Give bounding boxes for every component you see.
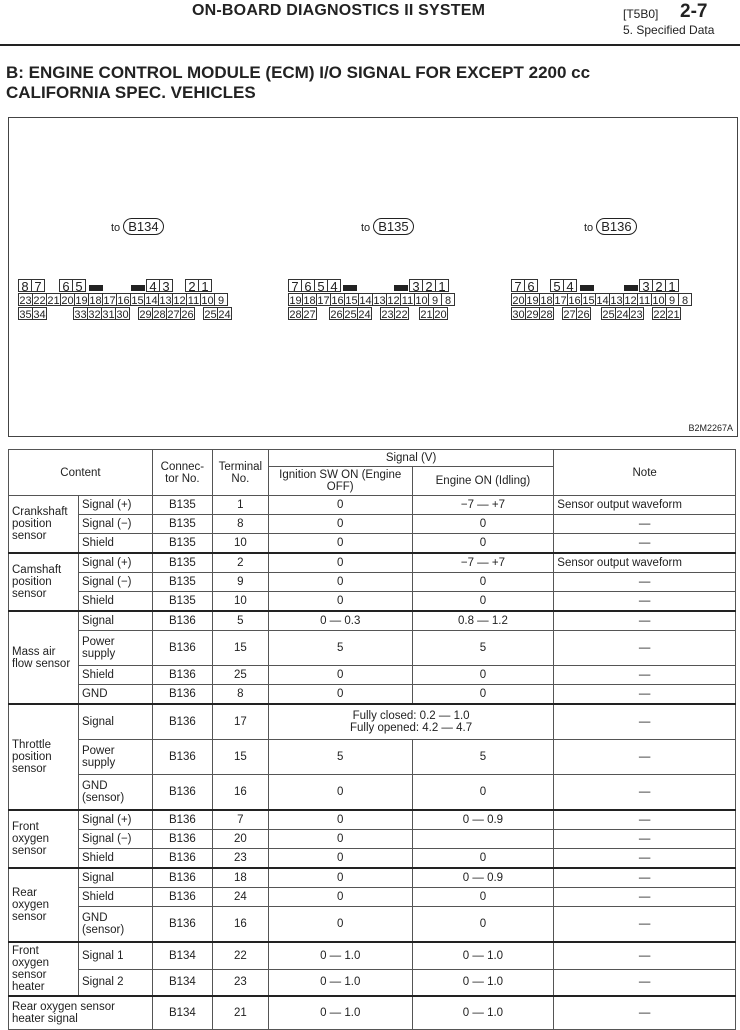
table-row <box>9 907 736 943</box>
ignition-on-value: 5 <box>268 631 412 666</box>
ignition-on-value: 0 <box>268 573 412 592</box>
table-row <box>9 868 736 888</box>
row-item: Signal (−) <box>78 515 152 534</box>
ignition-on-value: 0 — 1.0 <box>268 996 412 1030</box>
ignition-on-value: 0 <box>268 685 412 705</box>
b134-terminal-row-2: 23 22 21 20 19 18 17 16 15 14 13 12 11 10 9 <box>19 293 228 307</box>
group-name: Front oxygen sensor <box>9 810 79 868</box>
engine-on-value: 0 <box>412 907 554 943</box>
terminal-no: 25 <box>212 666 268 685</box>
header-content: Content <box>9 450 153 496</box>
engine-on-value: 0 <box>412 849 554 869</box>
table-row <box>9 888 736 907</box>
note-value: — <box>554 969 736 996</box>
engine-on-value: 0 <box>412 573 554 592</box>
group-name: Throttle position sensor <box>9 704 79 810</box>
table-row <box>9 969 736 996</box>
connector-no: B136 <box>152 830 212 849</box>
header-page-number: 2-7 <box>680 1 708 22</box>
engine-on-value: −7 — +7 <box>412 553 554 573</box>
connector-no: B135 <box>152 553 212 573</box>
terminal-no: 16 <box>212 775 268 811</box>
terminal-no: 17 <box>212 704 268 740</box>
note-value: — <box>554 704 736 740</box>
connector-no: B136 <box>152 888 212 907</box>
group-name: Rear oxygen sensor <box>9 868 79 942</box>
terminal-no: 18 <box>212 868 268 888</box>
note-value: — <box>554 631 736 666</box>
b134-terminal-row-3: 35 34 33 32 31 30 29 28 27 26 25 24 <box>19 309 231 321</box>
connector-no: B135 <box>152 592 212 612</box>
connector-label-b136: to B136 <box>584 218 637 235</box>
terminal-no: 24 <box>212 888 268 907</box>
note-value: — <box>554 666 736 685</box>
table-row <box>9 631 736 666</box>
table-row <box>9 496 736 515</box>
b136-terminal-row-1: 7 6 5 4 3 2 1 <box>512 279 679 293</box>
row-item: Shield <box>78 534 152 554</box>
note-value: — <box>554 907 736 943</box>
group-name: Front oxygen sensor heater <box>9 942 79 996</box>
note-value: — <box>554 996 736 1030</box>
connector-oval-b135: B135 <box>373 218 413 235</box>
table-row <box>9 996 736 1030</box>
table-row <box>9 775 736 811</box>
engine-on-value: 0 <box>412 534 554 554</box>
row-item: Power supply <box>78 740 152 775</box>
b136-terminal-row-2: 20 19 18 17 16 15 14 13 12 11 10 9 8 <box>512 293 692 307</box>
ignition-on-value: 0 <box>268 810 412 830</box>
connector-no: B134 <box>152 996 212 1030</box>
b135-terminal-row-1: 7 6 5 4 3 2 1 <box>289 279 449 293</box>
terminal-no: 5 <box>212 611 268 631</box>
table-row <box>9 810 736 830</box>
header-terminal: Terminal No. <box>212 450 268 496</box>
ignition-on-value: 0 <box>268 775 412 811</box>
row-item: GND <box>78 685 152 705</box>
row-item: Power supply <box>78 631 152 666</box>
terminal-no: 15 <box>212 631 268 666</box>
row-item: Shield <box>78 592 152 612</box>
terminal-no: 8 <box>212 515 268 534</box>
engine-on-value <box>412 830 554 849</box>
terminal-no: 23 <box>212 849 268 869</box>
note-value: — <box>554 534 736 554</box>
ignition-on-value: 0 <box>268 849 412 869</box>
note-value: — <box>554 611 736 631</box>
table-row <box>9 685 736 705</box>
diagram-code: B2M2267A <box>688 423 733 433</box>
row-item: Signal 2 <box>78 969 152 996</box>
engine-on-value: 0 <box>412 775 554 811</box>
connector-no: B136 <box>152 666 212 685</box>
connector-no: B136 <box>152 740 212 775</box>
connector-no: B134 <box>152 969 212 996</box>
group-name: Rear oxygen sensor heater signal <box>9 996 153 1030</box>
table-row <box>9 534 736 554</box>
header-connector: Connec-tor No. <box>152 450 212 496</box>
table-row <box>9 849 736 869</box>
ignition-on-value: 5 <box>268 740 412 775</box>
engine-on-value: 0 <box>412 888 554 907</box>
connector-oval-b134: B134 <box>123 218 163 235</box>
engine-on-value: 0 — 1.0 <box>412 942 554 969</box>
connector-no: B136 <box>152 849 212 869</box>
connector-no: B136 <box>152 704 212 740</box>
row-item: Signal 1 <box>78 942 152 969</box>
connector-no: B135 <box>152 496 212 515</box>
row-item: Signal <box>78 868 152 888</box>
ignition-on-value: 0 <box>268 888 412 907</box>
ignition-on-value: 0 — 0.3 <box>268 611 412 631</box>
row-item: Shield <box>78 888 152 907</box>
table-row <box>9 573 736 592</box>
row-item: Signal (+) <box>78 553 152 573</box>
table-row <box>9 515 736 534</box>
connector-label-b135: to B135 <box>361 218 414 235</box>
note-value: Sensor output waveform <box>554 496 736 515</box>
engine-on-value: 5 <box>412 631 554 666</box>
header-signal: Signal (V) <box>268 450 553 467</box>
ignition-on-value: 0 <box>268 592 412 612</box>
note-value: — <box>554 685 736 705</box>
ignition-on-value: 0 — 1.0 <box>268 969 412 996</box>
terminal-no: 21 <box>212 996 268 1030</box>
row-item: GND (sensor) <box>78 775 152 811</box>
section-title-line-2: CALIFORNIA SPEC. VEHICLES <box>6 83 256 102</box>
row-item: Signal (−) <box>78 830 152 849</box>
row-item: Signal (+) <box>78 810 152 830</box>
connector-no: B134 <box>152 942 212 969</box>
group-name: Crankshaft position sensor <box>9 496 79 554</box>
connector-no: B136 <box>152 631 212 666</box>
connector-no: B135 <box>152 573 212 592</box>
row-item: GND (sensor) <box>78 907 152 943</box>
ignition-on-value: 0 <box>268 496 412 515</box>
row-item: Shield <box>78 849 152 869</box>
note-value: — <box>554 868 736 888</box>
terminal-no: 23 <box>212 969 268 996</box>
table-row <box>9 942 736 969</box>
section-title-line-1: B: ENGINE CONTROL MODULE (ECM) I/O SIGNAL FOR EXCEPT 2200 cc <box>6 63 591 82</box>
note-value: — <box>554 830 736 849</box>
table-row <box>9 553 736 573</box>
group-name: Mass air flow sensor <box>9 611 79 704</box>
ignition-on-value: 0 <box>268 830 412 849</box>
table-row <box>9 740 736 775</box>
ignition-on-value: 0 <box>268 907 412 943</box>
terminal-no: 1 <box>212 496 268 515</box>
terminal-no: 9 <box>212 573 268 592</box>
table-row <box>9 830 736 849</box>
note-value: — <box>554 849 736 869</box>
table-row <box>9 704 736 740</box>
table-row <box>9 611 736 631</box>
engine-on-value: 0 <box>412 685 554 705</box>
engine-on-value: 0 <box>412 666 554 685</box>
terminal-no: 20 <box>212 830 268 849</box>
b134-terminal-row-1: 8 7 6 5 4 3 2 1 <box>19 279 212 293</box>
b135-terminal-row-2: 19 18 17 16 15 14 13 12 11 10 9 8 <box>289 293 455 307</box>
b135-terminal-row-3: 28 27 26 25 24 23 22 21 20 <box>289 309 447 321</box>
note-value: — <box>554 740 736 775</box>
header-subsection: 5. Specified Data <box>623 23 715 37</box>
connector-oval-b136: B136 <box>596 218 636 235</box>
connector-no: B136 <box>152 685 212 705</box>
note-value: — <box>554 888 736 907</box>
b136-terminal-row-3: 30 29 28 27 26 25 24 23 22 21 <box>512 309 680 321</box>
note-value: — <box>554 592 736 612</box>
note-value: — <box>554 515 736 534</box>
note-value: — <box>554 810 736 830</box>
section-title <box>6 63 736 103</box>
connector-no: B136 <box>152 810 212 830</box>
engine-on-value: −7 — +7 <box>412 496 554 515</box>
terminal-no: 16 <box>212 907 268 943</box>
ignition-on-value: 0 <box>268 666 412 685</box>
terminal-no: 10 <box>212 534 268 554</box>
row-item: Shield <box>78 666 152 685</box>
engine-on-value: 0 <box>412 515 554 534</box>
terminal-no: 2 <box>212 553 268 573</box>
header-note: Note <box>554 450 736 496</box>
header-title: ON-BOARD DIAGNOSTICS II SYSTEM <box>192 2 486 19</box>
engine-on-value: 0 — 1.0 <box>412 969 554 996</box>
engine-on-value: 0.8 — 1.2 <box>412 611 554 631</box>
connector-no: B136 <box>152 868 212 888</box>
header-code: [T5B0] <box>623 7 659 21</box>
ignition-on-value: 0 <box>268 534 412 554</box>
table-row <box>9 592 736 612</box>
terminal-no: 8 <box>212 685 268 705</box>
merged-signal: Fully closed: 0.2 — 1.0 Fully opened: 4.2 — 4.7 <box>268 704 553 740</box>
header-engine-on: Engine ON (Idling) <box>412 467 554 496</box>
ecm-signal-table <box>8 449 736 1030</box>
note-value: — <box>554 573 736 592</box>
row-item: Signal (+) <box>78 496 152 515</box>
connector-no: B136 <box>152 611 212 631</box>
engine-on-value: 5 <box>412 740 554 775</box>
engine-on-value: 0 — 1.0 <box>412 996 554 1030</box>
group-name: Camshaft position sensor <box>9 553 79 611</box>
connector-no: B135 <box>152 515 212 534</box>
connector-diagram <box>8 117 738 437</box>
terminal-no: 15 <box>212 740 268 775</box>
header-ignition-on: Ignition SW ON (Engine OFF) <box>268 467 412 496</box>
engine-on-value: 0 <box>412 592 554 612</box>
note-value: — <box>554 775 736 811</box>
connector-no: B136 <box>152 775 212 811</box>
ignition-on-value: 0 — 1.0 <box>268 942 412 969</box>
note-value: Sensor output waveform <box>554 553 736 573</box>
row-item: Signal <box>78 704 152 740</box>
terminal-no: 22 <box>212 942 268 969</box>
table-row <box>9 666 736 685</box>
connector-label-b134: to B134 <box>111 218 164 235</box>
terminal-no: 10 <box>212 592 268 612</box>
note-value: — <box>554 942 736 969</box>
page-header <box>0 0 740 46</box>
engine-on-value: 0 — 0.9 <box>412 868 554 888</box>
ignition-on-value: 0 <box>268 553 412 573</box>
row-item: Signal (−) <box>78 573 152 592</box>
terminal-no: 7 <box>212 810 268 830</box>
ignition-on-value: 0 <box>268 868 412 888</box>
connector-no: B135 <box>152 534 212 554</box>
connector-no: B136 <box>152 907 212 943</box>
engine-on-value: 0 — 0.9 <box>412 810 554 830</box>
table-body <box>9 496 736 1030</box>
ignition-on-value: 0 <box>268 515 412 534</box>
row-item: Signal <box>78 611 152 631</box>
